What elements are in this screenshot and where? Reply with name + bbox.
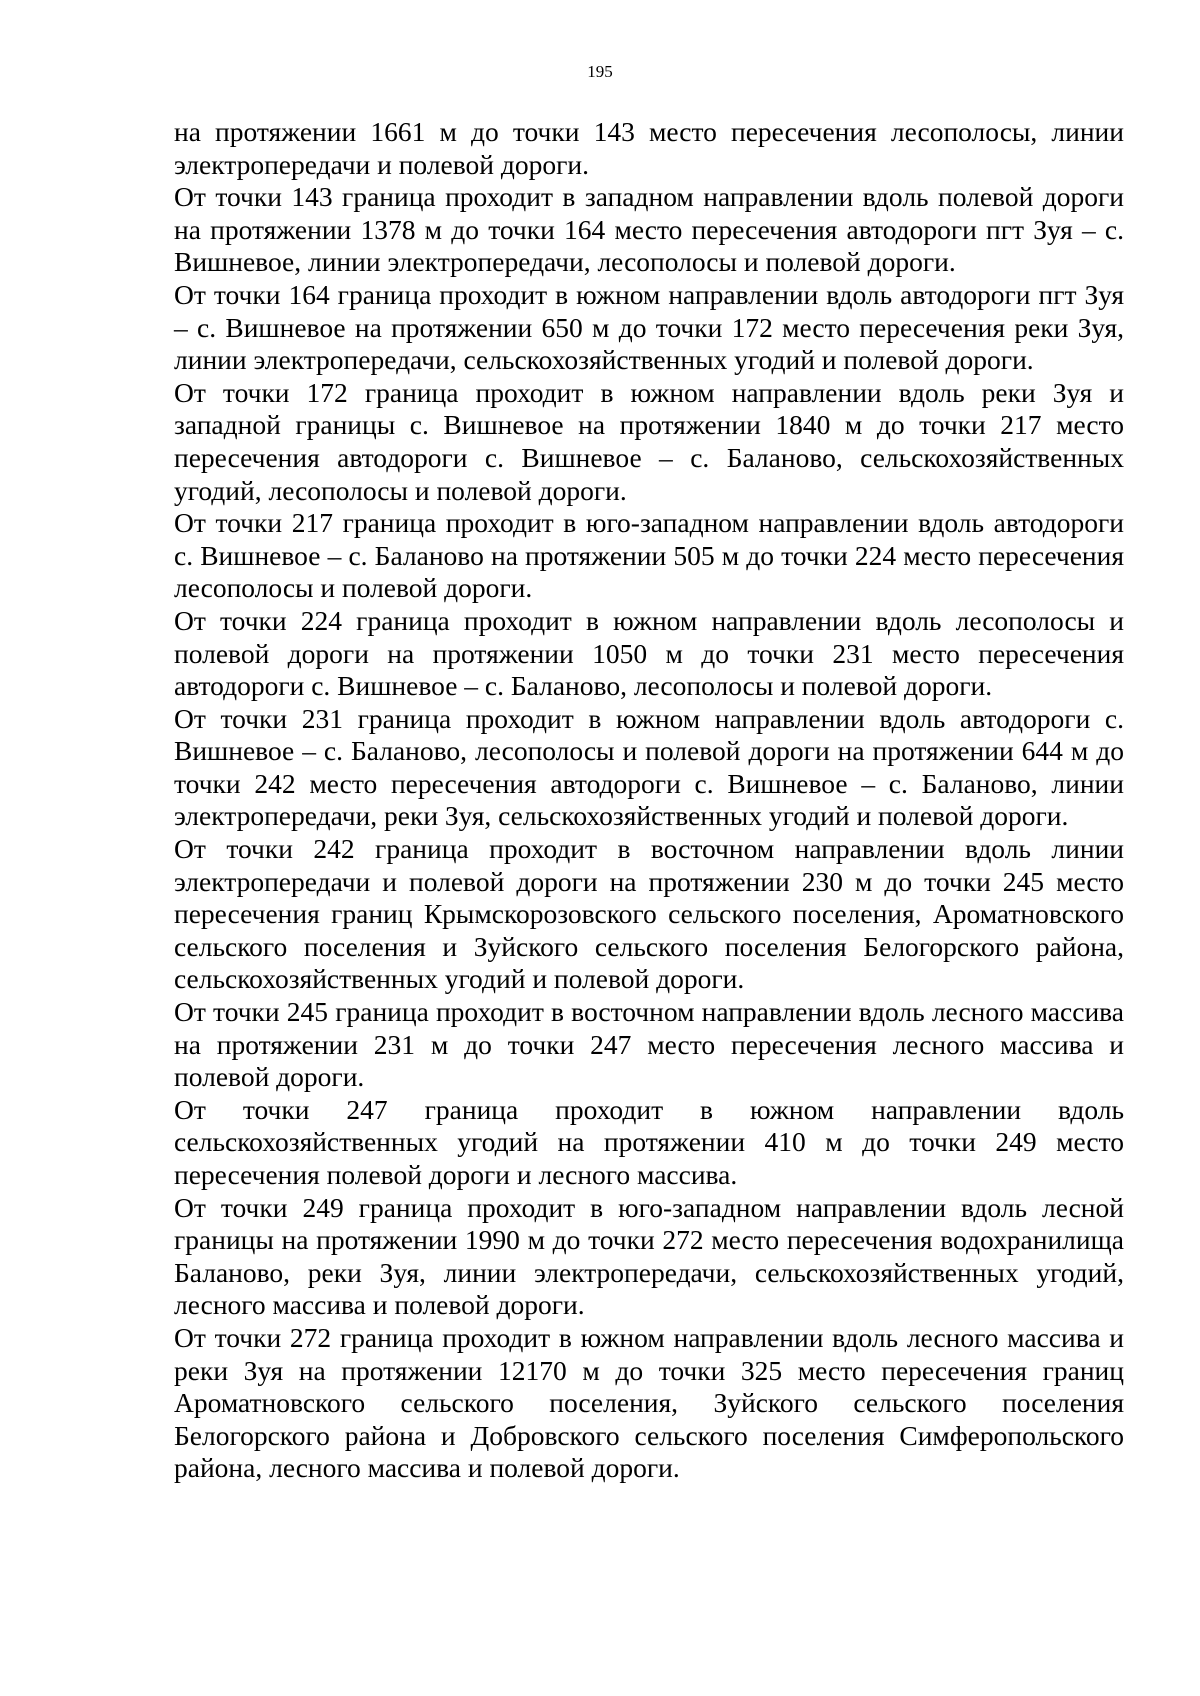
paragraph: От точки 231 граница проходит в южном направлении вдоль автодороги с. Вишневое – с. Баланово, лесополосы и полевой дороги на протяжении 644 м до точки 242 место пересечения автодороги с. Вишневое – с. Баланово, линии электропередачи, реки Зуя, сельскохозяйственных угодий и полевой дороги. bbox=[174, 702, 1124, 832]
paragraph: От точки 224 граница проходит в южном направлении вдоль лесополосы и полевой дороги на протяжении 1050 м до точки 231 место пересечения автодороги с. Вишневое – с. Баланово, лесополосы и полевой дороги. bbox=[174, 604, 1124, 702]
paragraph: От точки 164 граница проходит в южном направлении вдоль автодороги пгт Зуя – с. Вишневое на протяжении 650 м до точки 172 место пересечения реки Зуя, линии электропередачи, сельскохозяйственных угодий и полевой дороги. bbox=[174, 278, 1124, 376]
paragraph: От точки 249 граница проходит в юго-западном направлении вдоль лесной границы на протяжении 1990 м до точки 272 место пересечения водохранилища Баланово, реки Зуя, линии электропередачи, сельскохозяйственных угодий, лесного массива и полевой дороги. bbox=[174, 1191, 1124, 1321]
paragraph: на протяжении 1661 м до точки 143 место пересечения лесополосы, линии электропередачи и полевой дороги. bbox=[174, 116, 1124, 180]
paragraph: От точки 245 граница проходит в восточном направлении вдоль лесного массива на протяжении 231 м до точки 247 место пересечения лесного массива и полевой дороги. bbox=[174, 996, 1124, 1093]
paragraph: От точки 272 граница проходит в южном направлении вдоль лесного массива и реки Зуя на протяжении 12170 м до точки 325 место пересечения границ Ароматновского сельского поселения, Зуйского сельского поселения Белогорского района и Добровского сельского поселения Симферопольского района, лесного массива и полевой дороги. bbox=[174, 1321, 1124, 1484]
paragraph: От точки 247 граница проходит в южном направлении вдоль сельскохозяйственных угодий на протяжении 410 м до точки 249 место пересечения полевой дороги и лесного массива. bbox=[174, 1093, 1124, 1190]
paragraph: От точки 242 граница проходит в восточном направлении вдоль линии электропередачи и полевой дороги на протяжении 230 м до точки 245 место пересечения границ Крымскорозовского сельского поселения, Ароматновского сельского поселения и Зуйского сельского поселения Белогорского района, сельскохозяйственных угодий и полевой дороги. bbox=[174, 833, 1124, 995]
page-number: 195 bbox=[587, 62, 613, 81]
paragraph: От точки 217 граница проходит в юго-западном направлении вдоль автодороги с. Вишневое – с. Баланово на протяжении 505 м до точки 224 место пересечения лесополосы и полевой дороги. bbox=[174, 507, 1124, 604]
paragraph: От точки 143 граница проходит в западном направлении вдоль полевой дороги на протяжении 1378 м до точки 164 место пересечения автодороги пгт Зуя – с. Вишневое, линии электропередачи, лесополосы и полевой дороги. bbox=[174, 181, 1124, 278]
document-body bbox=[174, 116, 1124, 1485]
paragraph: От точки 172 граница проходит в южном направлении вдоль реки Зуя и западной границы с. Вишневое на протяжении 1840 м до точки 217 место пересечения автодороги с. Вишневое – с. Баланово, сельскохозяйственных угодий, лесополосы и полевой дороги. bbox=[174, 376, 1124, 506]
